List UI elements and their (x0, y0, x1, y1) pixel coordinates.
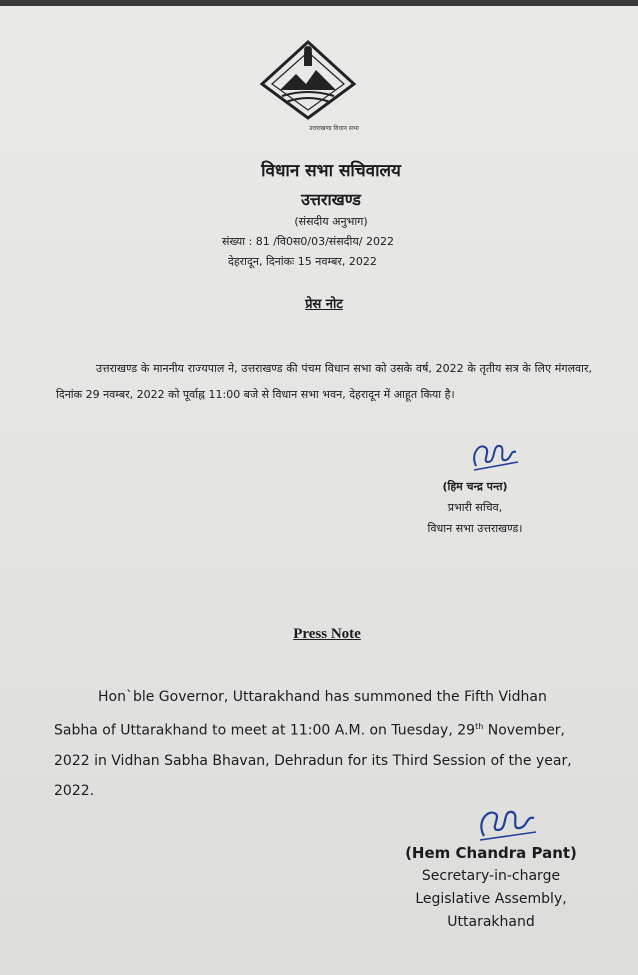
section-name: (संसदीय अनुभाग) (294, 215, 368, 228)
hindi-signatory-name: (हिम चन्द्र पन्त) (442, 480, 508, 493)
english-note-title: Press Note (293, 626, 361, 642)
reference-number: संख्या : 81 /वि0स0/03/संसदीय/ 2022 (222, 235, 394, 248)
hindi-signature-icon (466, 436, 520, 474)
office-name: विधान सभा सचिवालय (261, 161, 401, 181)
state-name: उत्तराखण्ड (301, 190, 361, 209)
hindi-note-title: प्रेस नोट (305, 297, 343, 312)
english-note-body-part2: November, 2022 in Vidhan Sabha Bhavan, Dehradun for its Third Session of the year, 2022. (54, 722, 572, 799)
hindi-signatory-designation: प्रभारी सचिव, (447, 501, 503, 514)
press-note-document (0, 6, 638, 975)
english-signature-block (402, 842, 580, 934)
english-signature-icon (472, 802, 538, 842)
english-note-body-part1: Hon`ble Governor, Uttarakhand has summoned the Fifth Vidhan Sabha of Uttarakhand to meet at 11:00 A.M. on Tuesday, 29 (54, 689, 547, 739)
emblem-caption: उत्तराखण्ड विधान सभा (309, 125, 359, 132)
hindi-signature-block (416, 476, 534, 539)
english-note-ordinal-suffix: th (475, 722, 484, 731)
english-note-body (54, 682, 594, 806)
dateline: देहरादून, दिनांकः 15 नवम्बर, 2022 (228, 255, 377, 268)
english-signatory-designation: Secretary-in-charge (421, 868, 561, 884)
hindi-signatory-office: विधान सभा उत्तराखण्ड। (427, 522, 523, 535)
english-signatory-office: Legislative Assembly, (415, 891, 567, 907)
uttarakhand-assembly-emblem-icon (258, 38, 358, 122)
hindi-note-body: उत्तराखण्ड के माननीय राज्यपाल ने, उत्तराखण्ड की पंचम विधान सभा को उसके वर्ष, 2022 के तृतीय सत्र के लिए मंगलवार, दिनांक 29 नवम्बर, 2022 को पूर्वाह्न 11:00 बजे से विधान सभा भवन, देहरादून में आहूत किया है। (56, 362, 592, 401)
english-signatory-name: (Hem Chandra Pant) (405, 844, 577, 862)
english-signatory-state: Uttarakhand (447, 914, 535, 930)
